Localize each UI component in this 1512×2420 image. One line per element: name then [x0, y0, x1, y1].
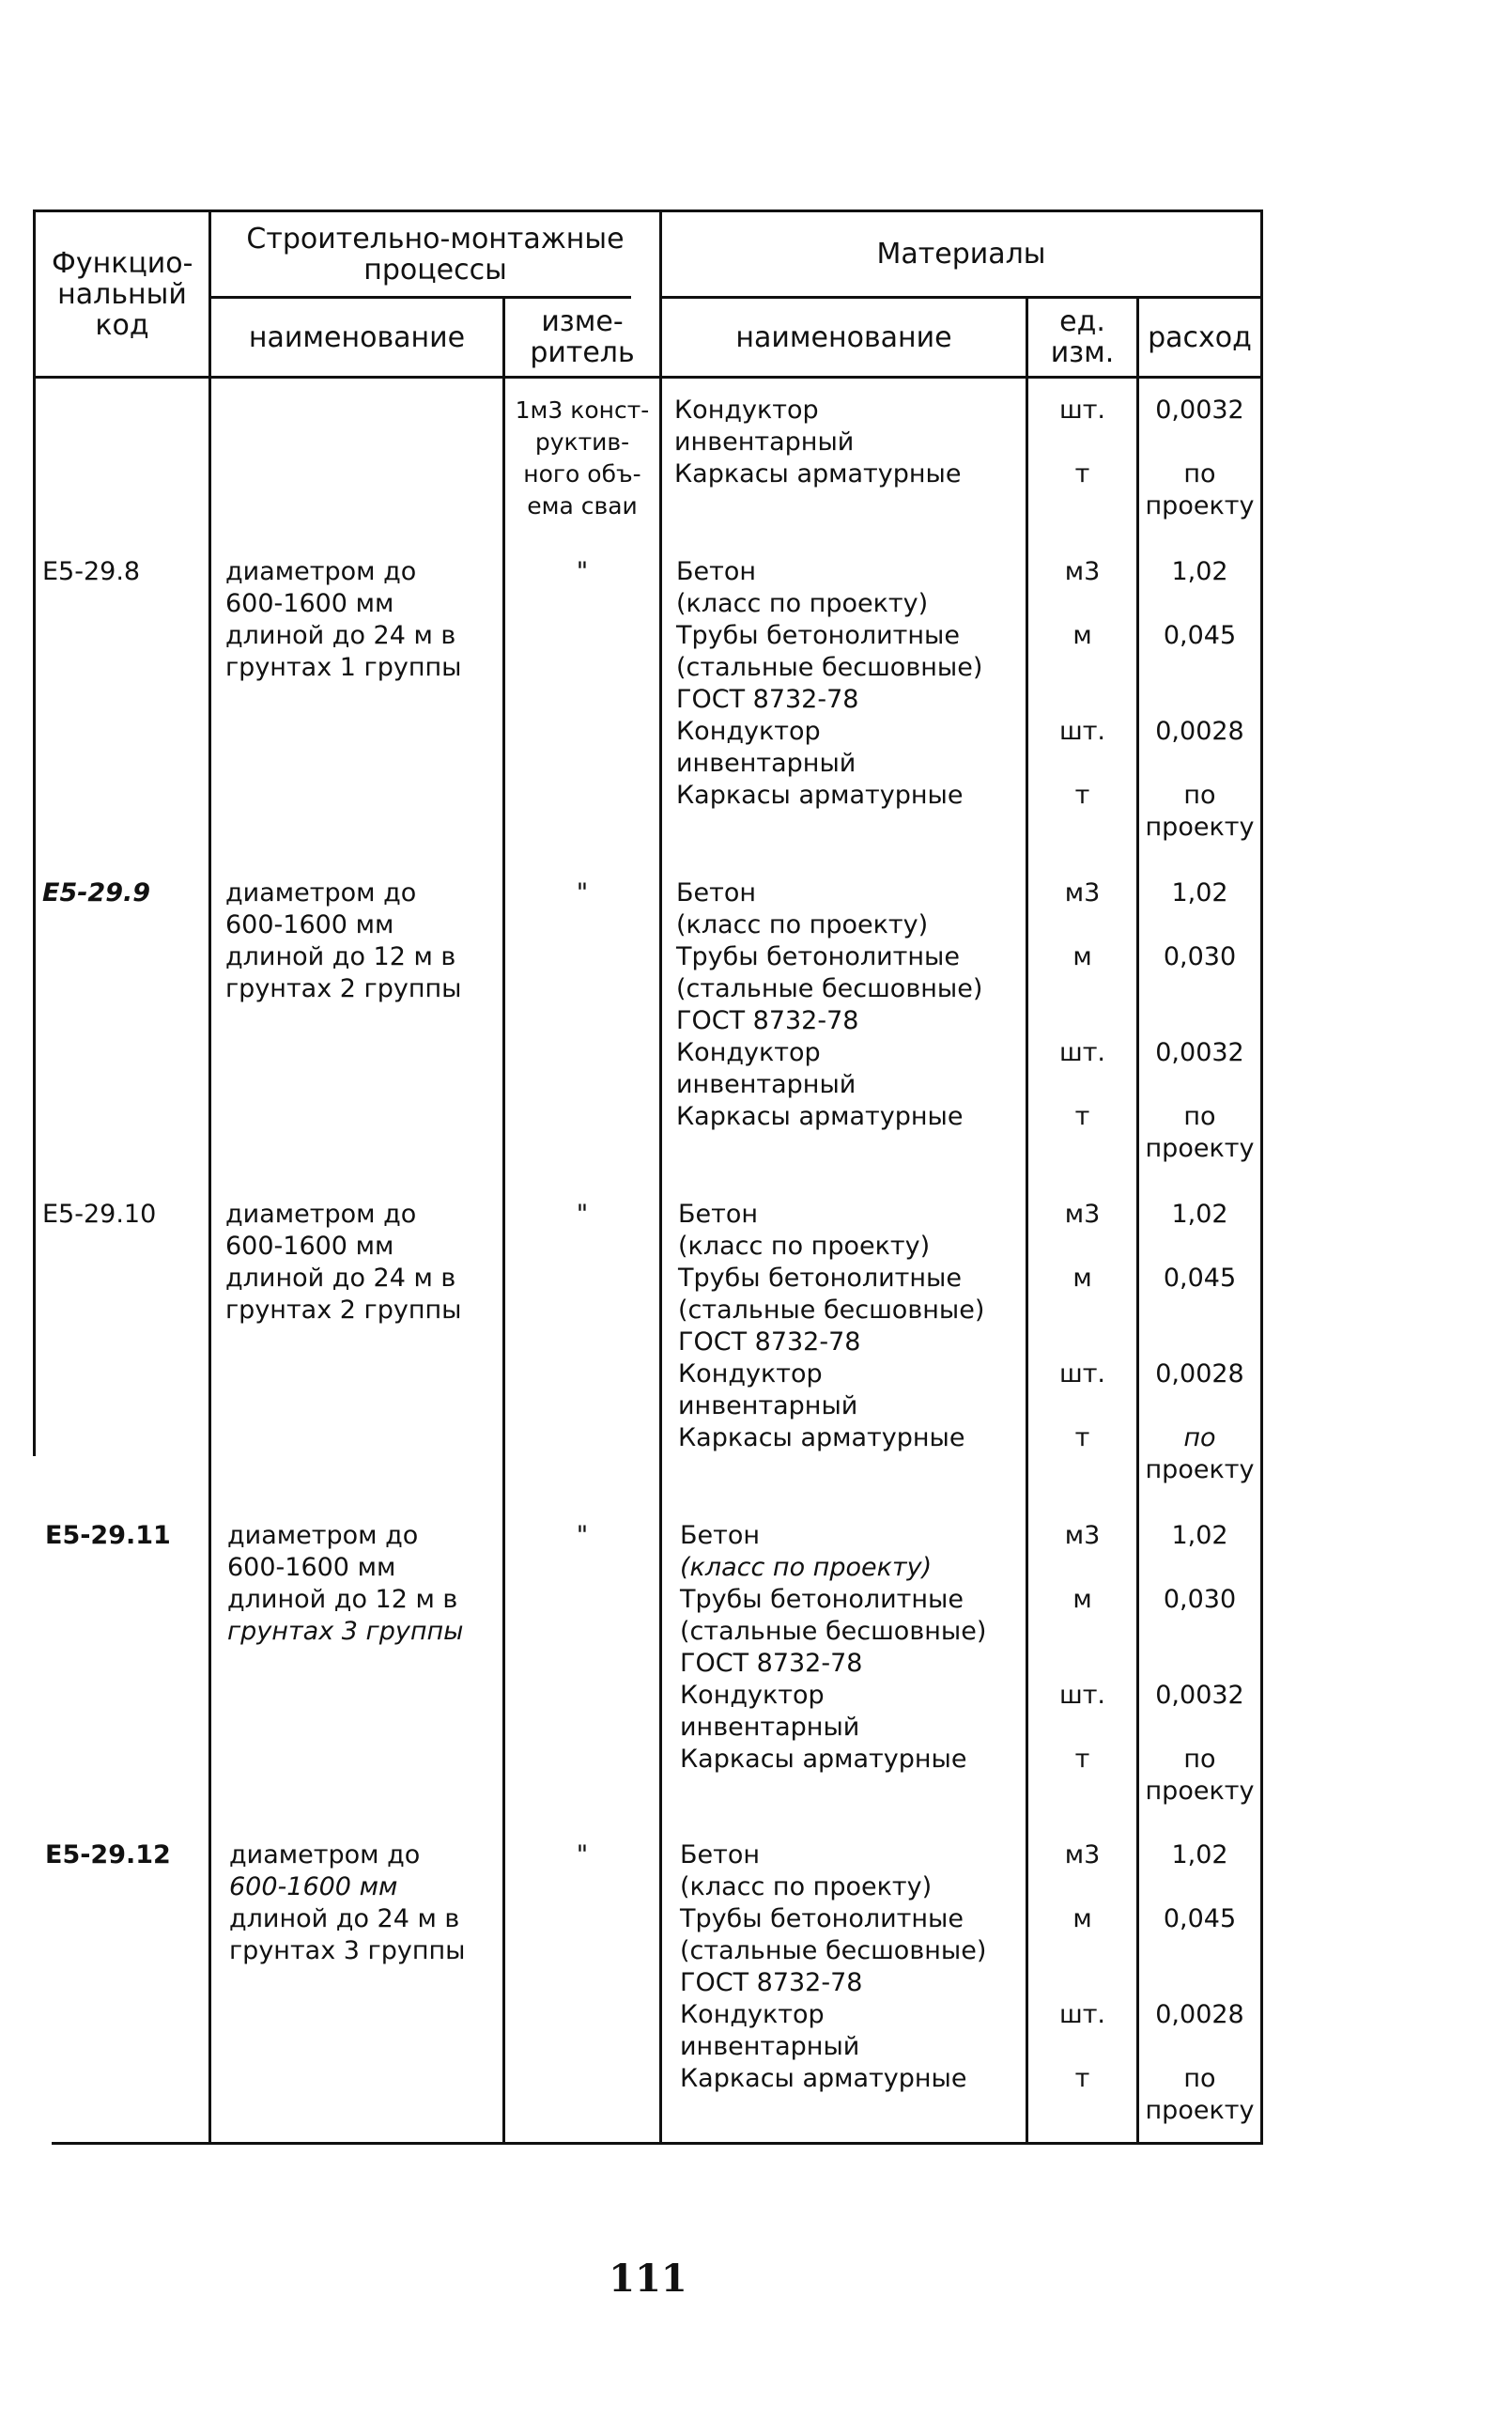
- material-value: проекту: [1145, 813, 1255, 842]
- material-line: ГОСТ 8732-78: [680, 1649, 863, 1678]
- description-line: диаметром до: [229, 1840, 421, 1869]
- material-unit: т: [1074, 1423, 1090, 1452]
- description-line: грунтах 2 группы: [225, 1295, 462, 1325]
- material-line: Каркасы арматурные: [678, 1423, 965, 1452]
- material-line: (стальные бесшовные): [680, 1936, 987, 1965]
- description-line: длиной до 12 м в: [227, 1585, 458, 1614]
- material-line: Каркасы арматурные: [676, 1102, 964, 1131]
- description-line: диаметром до: [225, 878, 417, 908]
- material-unit: м3: [1064, 1840, 1101, 1869]
- material-unit: м: [1072, 1904, 1092, 1933]
- material-value: по: [1183, 781, 1216, 810]
- material-line: Трубы бетонолитные: [676, 621, 960, 650]
- material-line: Трубы бетонолитные: [680, 1585, 964, 1614]
- first-meter-line: 1м3 конст-: [515, 396, 650, 424]
- material-value: 0,045: [1163, 621, 1237, 650]
- description-line: грунтах 2 группы: [225, 974, 462, 1003]
- material-line: (класс по проекту): [680, 1553, 933, 1582]
- material-value: проекту: [1145, 1776, 1255, 1806]
- material-unit: шт.: [1058, 1681, 1106, 1710]
- material-line: Кондуктор: [680, 1681, 825, 1710]
- material-unit: м: [1072, 942, 1092, 971]
- material-value: 1,02: [1171, 557, 1228, 586]
- material-unit: т: [1074, 1745, 1090, 1774]
- bottom-rule: [52, 2142, 1263, 2145]
- material-line: (класс по проекту): [676, 910, 929, 939]
- header-process-name: [211, 299, 502, 376]
- material-value: проекту: [1145, 2096, 1255, 2125]
- material-unit: м: [1072, 621, 1092, 650]
- material-line: Кондуктор: [676, 717, 821, 746]
- material-line: Трубы бетонолитные: [678, 1264, 962, 1293]
- material-unit: шт.: [1058, 1359, 1106, 1388]
- description-line: 600-1600 мм: [227, 1553, 396, 1582]
- material-line: Бетон: [676, 557, 757, 586]
- material-line: Кондуктор: [674, 396, 819, 425]
- description-line: диаметром до: [227, 1521, 419, 1550]
- material-line: Бетон: [678, 1200, 759, 1229]
- meter-ditto: ": [576, 1840, 589, 1869]
- page-number: 111: [609, 2257, 687, 2301]
- func-code: Е5-29.9: [42, 878, 151, 908]
- material-line: (стальные бесшовные): [676, 974, 983, 1003]
- first-meter-line: ного объ-: [523, 460, 641, 488]
- material-unit: шт.: [1058, 717, 1106, 746]
- func-code: Е5-29.8: [42, 557, 141, 586]
- material-value: 1,02: [1171, 1200, 1228, 1229]
- func-code: Е5-29.12: [45, 1840, 171, 1869]
- material-value: 0,0032: [1155, 396, 1244, 425]
- material-line: ГОСТ 8732-78: [678, 1327, 861, 1357]
- material-unit: м3: [1064, 1200, 1101, 1229]
- header-processes-group-text: Строительно-монтажные процессы: [246, 222, 625, 287]
- description-line: диаметром до: [225, 1200, 417, 1229]
- material-unit: т: [1074, 781, 1090, 810]
- material-value: по: [1183, 459, 1216, 489]
- material-value: 0,030: [1163, 1585, 1237, 1614]
- header-unit: [1028, 299, 1136, 376]
- material-value: 0,0028: [1155, 1359, 1244, 1388]
- material-line: инвентарный: [676, 749, 856, 778]
- material-line: инвентарный: [678, 1391, 858, 1420]
- material-value: 1,02: [1171, 878, 1228, 908]
- material-unit: т: [1074, 1102, 1090, 1131]
- material-value: 0,030: [1163, 942, 1237, 971]
- material-unit: м: [1072, 1585, 1092, 1614]
- material-unit: м3: [1064, 557, 1101, 586]
- material-unit: м: [1072, 1264, 1092, 1293]
- material-line: инвентарный: [680, 1713, 860, 1742]
- description-line: грунтах 1 группы: [225, 653, 462, 682]
- material-line: Каркасы арматурные: [676, 781, 964, 810]
- material-line: инвентарный: [674, 427, 855, 457]
- material-value: 0,0032: [1155, 1681, 1244, 1710]
- material-value: 0,0028: [1155, 717, 1244, 746]
- material-unit: т: [1074, 459, 1090, 489]
- material-line: Каркасы арматурные: [674, 459, 962, 489]
- material-value: по: [1183, 1423, 1216, 1452]
- meter-ditto: ": [576, 878, 589, 908]
- meter-ditto: ": [576, 1521, 589, 1550]
- material-line: (стальные бесшовные): [680, 1617, 987, 1646]
- material-value: 0,0032: [1155, 1038, 1244, 1067]
- material-line: (стальные бесшовные): [676, 653, 983, 682]
- description-line: грунтах 3 группы: [227, 1617, 464, 1646]
- description-line: длиной до 12 м в: [225, 942, 456, 971]
- description-line: 600-1600 мм: [229, 1872, 398, 1901]
- material-line: Бетон: [676, 878, 757, 908]
- header-processes-group: [211, 212, 659, 296]
- func-code: Е5-29.10: [42, 1200, 157, 1229]
- material-unit: т: [1074, 2064, 1090, 2093]
- description-line: грунтах 3 группы: [229, 1936, 466, 1965]
- header-material-name: [662, 299, 1026, 376]
- description-line: 600-1600 мм: [225, 589, 394, 618]
- description-line: диаметром до: [225, 557, 417, 586]
- material-line: инвентарный: [680, 2032, 860, 2061]
- right-border: [1260, 209, 1263, 2145]
- first-meter-line: ема сваи: [527, 492, 638, 520]
- material-value: проекту: [1145, 1134, 1255, 1163]
- material-value: проекту: [1145, 1455, 1255, 1484]
- header-materials-group: [662, 212, 1260, 296]
- material-unit: м3: [1064, 878, 1101, 908]
- material-value: по: [1183, 1102, 1216, 1131]
- header-consumption: [1139, 299, 1260, 376]
- material-line: Трубы бетонолитные: [680, 1904, 964, 1933]
- material-value: 1,02: [1171, 1840, 1228, 1869]
- description-line: длиной до 24 м в: [229, 1904, 460, 1933]
- material-value: проекту: [1145, 491, 1255, 520]
- header-meter: [505, 299, 659, 376]
- header-materials-group-text: Материалы: [876, 238, 1046, 271]
- header-func-code-text: Функцио-нальный код: [52, 246, 193, 342]
- material-line: Бетон: [680, 1521, 761, 1550]
- header-bottom-rule: [33, 376, 1263, 379]
- material-line: Кондуктор: [680, 2000, 825, 2029]
- material-line: (класс по проекту): [678, 1232, 931, 1261]
- material-unit: шт.: [1058, 396, 1106, 425]
- material-line: Каркасы арматурные: [680, 2064, 967, 2093]
- material-line: ГОСТ 8732-78: [676, 685, 859, 714]
- material-unit: шт.: [1058, 1038, 1106, 1067]
- material-line: ГОСТ 8732-78: [676, 1006, 859, 1035]
- meter-ditto: ": [576, 557, 589, 586]
- material-value: по: [1183, 1745, 1216, 1774]
- material-value: 0,045: [1163, 1264, 1237, 1293]
- header-func-code: [36, 212, 208, 376]
- header-unit-text: ед. изм.: [1050, 305, 1115, 369]
- description-line: 600-1600 мм: [225, 910, 394, 939]
- header-consumption-text: расход: [1148, 320, 1252, 354]
- header-material-name-text: наименование: [735, 320, 952, 354]
- description-line: длиной до 24 м в: [225, 1264, 456, 1293]
- material-line: Каркасы арматурные: [680, 1745, 967, 1774]
- material-value: 0,0028: [1155, 2000, 1244, 2029]
- material-line: ГОСТ 8732-78: [680, 1968, 863, 1997]
- material-line: Кондуктор: [676, 1038, 821, 1067]
- material-unit: шт.: [1058, 2000, 1106, 2029]
- description-line: 600-1600 мм: [225, 1232, 394, 1261]
- material-line: Бетон: [680, 1840, 761, 1869]
- meter-ditto: ": [576, 1200, 589, 1229]
- material-line: Трубы бетонолитные: [676, 942, 960, 971]
- material-line: (стальные бесшовные): [678, 1295, 985, 1325]
- material-unit: м3: [1064, 1521, 1101, 1550]
- header-meter-text: изме-ритель: [530, 305, 635, 369]
- material-value: по: [1183, 2064, 1216, 2093]
- material-line: Кондуктор: [678, 1359, 823, 1388]
- material-line: (класс по проекту): [680, 1872, 933, 1901]
- first-meter-line: руктив-: [534, 428, 630, 456]
- left-border: [33, 209, 36, 1456]
- material-value: 1,02: [1171, 1521, 1228, 1550]
- col-divider-code: [208, 209, 211, 2145]
- description-line: длиной до 24 м в: [225, 621, 456, 650]
- material-line: инвентарный: [676, 1070, 856, 1099]
- material-line: (класс по проекту): [676, 589, 929, 618]
- header-process-name-text: наименование: [248, 320, 466, 354]
- func-code: Е5-29.11: [45, 1521, 171, 1550]
- col-divider-meter: [659, 209, 662, 2145]
- material-value: 0,045: [1163, 1904, 1237, 1933]
